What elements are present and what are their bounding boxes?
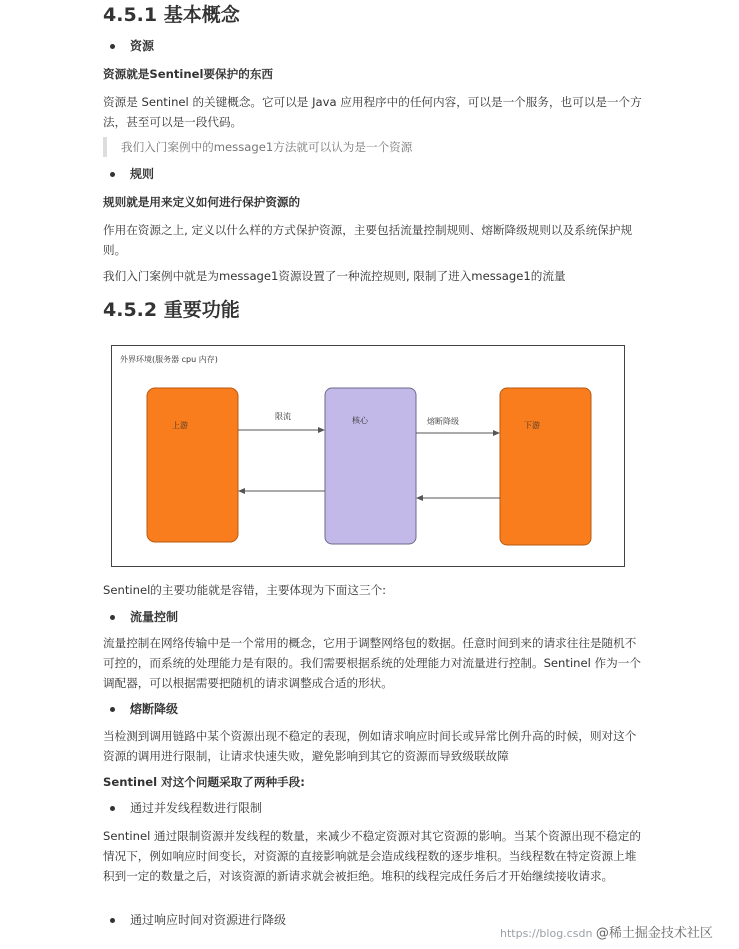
watermark xyxy=(500,922,713,941)
rule-paragraph: 作用在资源之上, 定义以什么样的方式保护资源，主要包括流量控制规则、熔断降级规则以及系统保护规则。 xyxy=(103,223,633,257)
circuit-break-label: 熔断降级 xyxy=(427,417,459,426)
bullet-rule: 规则 xyxy=(112,165,154,183)
bullet-thread-limit: 通过并发线程数进行限制 xyxy=(112,799,262,817)
downstream-label: 下游 xyxy=(524,421,540,430)
flow-control-paragraph: 流量控制在网络传输中是一个常用的概念，它用于调整网络包的数据。任意时间到来的请求往往是随机不可控的，而系统的处理能力是有限的。我们需要根据系统的处理能力对流量进行控制。Sentinel 作为一个调配器，可以根据需要把随机的请求调整成合适的形状。 xyxy=(103,636,641,690)
bullet-flow-control: 流量控制 xyxy=(112,608,178,626)
diagram-env-label: 外界环境(服务器 cpu 内存) xyxy=(120,355,218,364)
upstream-label: 上游 xyxy=(172,421,188,430)
bullet-circuit-breaking: 熔断降级 xyxy=(112,700,178,718)
section-heading-key-features: 4.5.2 重要功能 xyxy=(103,299,240,321)
resource-paragraph: 资源是 Sentinel 的关键概念。它可以是 Java 应用程序中的任何内容，可以是一个服务，也可以是一个方法，甚至可以是一段代码。 xyxy=(103,95,642,129)
downstream-box xyxy=(500,388,591,545)
watermark-community: @稀土掘金技术社区 xyxy=(595,926,713,941)
bullet-resource: 资源 xyxy=(112,37,154,55)
circuit-breaking-paragraph: 当检测到调用链路中某个资源出现不稳定的表现，例如请求响应时间长或异常比例升高的时候，则对这个资源的调用进行限制，让请求快速失败，避免影响到其它的资源而导致级联故障 xyxy=(103,729,637,763)
core-box xyxy=(325,388,416,544)
arrow-core-to-downstream-head xyxy=(493,430,500,436)
section-heading-basic-concepts: 4.5.1 基本概念 xyxy=(103,4,240,26)
bullet-response-time: 通过响应时间对资源进行降级 xyxy=(112,911,286,929)
means-heading: Sentinel 对这个问题采取了两种手段: xyxy=(103,775,305,789)
features-intro: Sentinel的主要功能就是容错，主要体现为下面这三个: xyxy=(103,583,387,597)
watermark-url: https://blog.csdn xyxy=(500,927,593,940)
rule-example: 我们入门案例中就是为message1资源设置了一种流控规则, 限制了进入message1的流量 xyxy=(103,269,566,283)
resource-definition: 资源就是Sentinel要保护的东西 xyxy=(103,67,274,81)
arrow-upstream-to-core-head xyxy=(318,427,325,433)
thread-limit-paragraph: Sentinel 通过限制资源并发线程的数量，来减少不稳定资源对其它资源的影响。当某个资源出现不稳定的情况下，例如响应时间变长，对资源的直接影响就是会造成线程数的逐步堆积。当线程数在特定资源上堆积到一定的数量之后，对该资源的新请求就会被拒绝。堆积的线程完成任务后才开始继续接收请求。 xyxy=(103,829,641,883)
rate-limit-label: 限流 xyxy=(275,412,291,421)
rule-definition: 规则就是用来定义如何进行保护资源的 xyxy=(103,195,301,209)
core-label: 核心 xyxy=(352,416,368,425)
resource-quote xyxy=(103,137,647,157)
arrow-downstream-to-core-head xyxy=(416,495,423,501)
arrow-core-to-upstream-head xyxy=(238,488,245,494)
resource-quote-text: 我们入门案例中的message1方法就可以认为是一个资源 xyxy=(121,140,413,154)
upstream-box xyxy=(147,388,238,542)
diagram-canvas xyxy=(112,346,624,566)
fault-tolerance-diagram xyxy=(111,345,625,567)
